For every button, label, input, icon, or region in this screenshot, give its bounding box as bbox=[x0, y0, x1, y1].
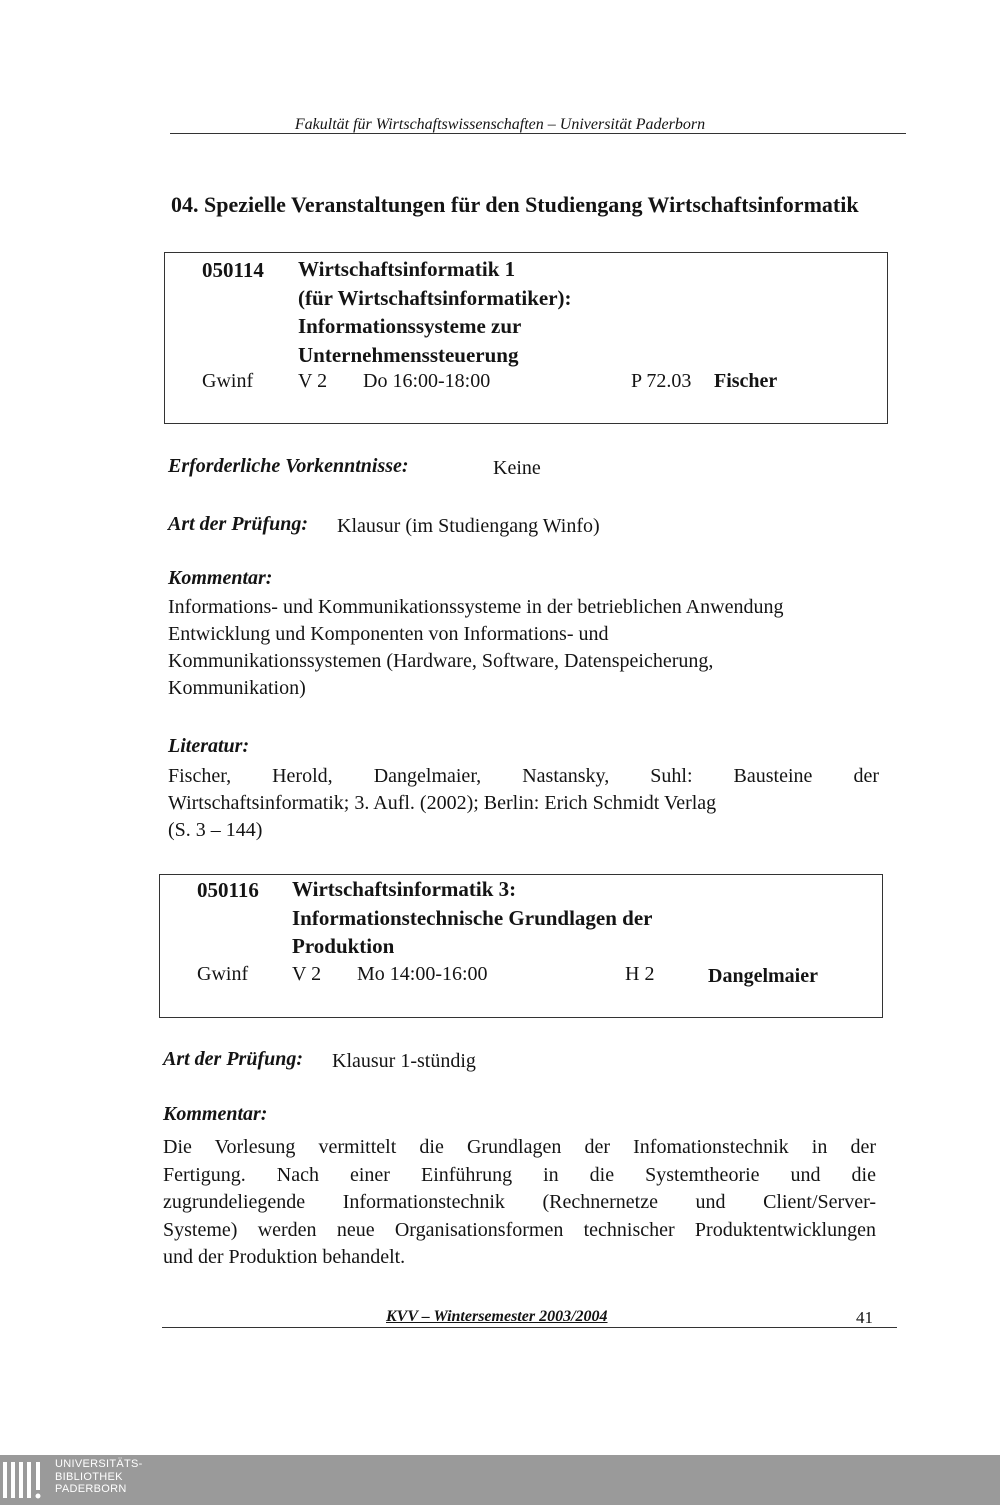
comment-line: Die Vorlesung vermittelt die Grundlagen der Infomationstechnik in der bbox=[163, 1136, 876, 1158]
course-lecturer: Fischer bbox=[714, 370, 778, 392]
literature-line: Fischer, Herold, Dangelmaier, Nastansky, Suhl: Bausteine der bbox=[168, 765, 879, 787]
comment-label: Kommentar: bbox=[163, 1103, 268, 1125]
course-title-line: Produktion bbox=[292, 934, 395, 958]
prereq-label: Erforderliche Vorkenntnisse: bbox=[168, 455, 409, 477]
course-title-line: Informationssysteme zur bbox=[298, 314, 522, 338]
course-type: V 2 bbox=[298, 370, 328, 392]
library-logo-line: UNIVERSITÄTS- bbox=[55, 1458, 143, 1470]
course-time: Mo 14:00-16:00 bbox=[357, 963, 488, 985]
comment-line: und der Produktion behandelt. bbox=[163, 1246, 406, 1268]
library-logo-text bbox=[55, 1458, 143, 1496]
footer-title: KVV – Wintersemester 2003/2004 bbox=[386, 1308, 608, 1325]
literature-text bbox=[168, 763, 879, 844]
library-logo-line: BIBLIOTHEK bbox=[55, 1470, 123, 1483]
course-title-line: (für Wirtschaftsinformatiker): bbox=[298, 285, 572, 310]
exam-label: Art der Prüfung: bbox=[168, 513, 309, 535]
course-title bbox=[298, 255, 572, 369]
course-room: P 72.03 bbox=[631, 370, 692, 392]
literature-label: Literatur: bbox=[168, 735, 250, 757]
course-code: 050116 bbox=[197, 878, 259, 902]
header-rule bbox=[170, 133, 906, 134]
course-code: 050114 bbox=[202, 258, 264, 282]
page-number: 41 bbox=[856, 1308, 873, 1327]
footer-rule bbox=[162, 1327, 897, 1328]
course-audience: Gwinf bbox=[202, 370, 254, 392]
exam-value: Klausur 1-stündig bbox=[332, 1050, 476, 1072]
comment-text bbox=[163, 1134, 876, 1272]
comment-label: Kommentar: bbox=[168, 567, 273, 589]
course-audience: Gwinf bbox=[197, 963, 249, 985]
course-title-line: Wirtschaftsinformatik 3: bbox=[292, 877, 517, 901]
comment-line: Systeme) werden neue Organisationsformen technischer Produktentwicklungen bbox=[163, 1218, 876, 1241]
library-bar bbox=[0, 1455, 1000, 1505]
course-title-line: Wirtschaftsinformatik 1 bbox=[298, 257, 516, 281]
course-type: V 2 bbox=[292, 963, 322, 985]
library-logo-icon bbox=[2, 1460, 46, 1500]
course-title-line: Informationstechnische Grundlagen der bbox=[292, 905, 653, 930]
exam-value: Klausur (im Studiengang Winfo) bbox=[337, 515, 600, 537]
course-title bbox=[292, 875, 653, 961]
comment-text bbox=[168, 594, 883, 702]
course-lecturer: Dangelmaier bbox=[708, 965, 818, 987]
comment-line: Kommunikationssystemen (Hardware, Software, Datenspeicherung, bbox=[168, 650, 714, 672]
running-header: Fakultät für Wirtschaftswissenschaften – Universität Paderborn bbox=[294, 116, 706, 133]
course-time: Do 16:00-18:00 bbox=[363, 370, 491, 392]
section-title: 04. Spezielle Veranstaltungen für den Studiengang Wirtschaftsinformatik bbox=[171, 192, 859, 217]
comment-line: Fertigung. Nach einer Einführung in die Systemtheorie und die bbox=[163, 1163, 876, 1186]
literature-line: Wirtschaftsinformatik; 3. Aufl. (2002); Berlin: Erich Schmidt Verlag bbox=[168, 792, 717, 814]
comment-line: zugrundeliegende Informationstechnik (Rechnernetze und Client/Server- bbox=[163, 1191, 876, 1213]
course-title-line: Unternehmenssteuerung bbox=[298, 342, 519, 367]
course-room: H 2 bbox=[625, 963, 655, 985]
comment-line: Kommunikation) bbox=[168, 677, 306, 699]
prereq-value: Keine bbox=[493, 457, 541, 479]
library-logo-line: PADERBORN bbox=[55, 1483, 127, 1495]
literature-line: (S. 3 – 144) bbox=[168, 819, 263, 841]
exam-label: Art der Prüfung: bbox=[163, 1048, 304, 1070]
comment-line: Informations- und Kommunikationssysteme in der betrieblichen Anwendung bbox=[168, 596, 784, 618]
course-box-050114 bbox=[164, 252, 888, 424]
course-box-050116 bbox=[159, 874, 883, 1018]
comment-line: Entwicklung und Komponenten von Informations- und bbox=[168, 623, 609, 645]
